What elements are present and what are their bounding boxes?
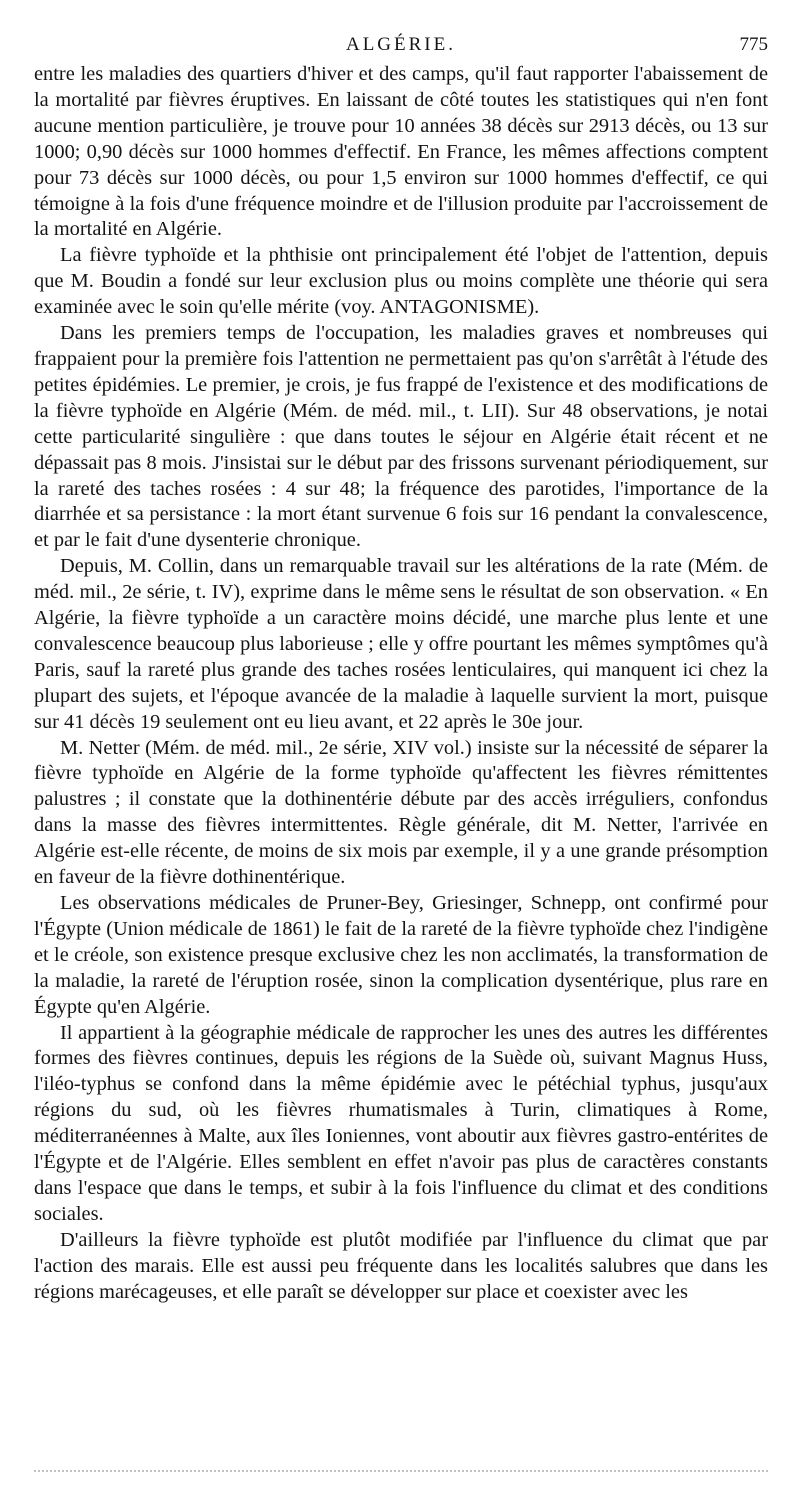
paragraph: D'ailleurs la fièvre typhoïde est plutôt modifiée par l'influence du climat que par l'action des marais. Elle est aussi peu fréquente dans les localités salubres que dans les régions marécageuses, et elle paraît se développer sur place et coexister avec les (34, 1228, 768, 1303)
paragraph: Les observations médicales de Pruner-Bey, Griesinger, Schnepp, ont confirmé pour l'Égypte (Union médicale de 1861) le fait de la rareté de la fièvre typhoïde chez l'indigène et le créole, son existence presque exclusive chez les non acclimatés, la transformation de la maladie, la rareté de l'éruption rosée, sinon la complication dysentérique, plus rare en Égypte qu'en Algérie. (34, 892, 768, 1018)
paragraph: Depuis, M. Collin, dans un remarquable travail sur les altérations de la rate (Mém. de méd. mil., 2e série, t. IV), exprime dans le même sens le résultat de son observation. « En Algérie, la fièvre typhoïde a un caractère moins décidé, une marche plus lente et une convalescence beaucoup plus laborieuse ; elle y offre pourtant les mêmes symptômes qu'à Paris, sauf la rareté plus grande des taches rosées lenticulaires, qui manquent ici chez la plupart des sujets, et l'époque avancée de la maladie à laquelle survient la mort, puisque sur 41 décès 19 seulement ont eu lieu avant, et 22 après le 30e jour. (34, 555, 768, 733)
paragraph: M. Netter (Mém. de méd. mil., 2e série, XIV vol.) insiste sur la nécessité de séparer la fièvre typhoïde en Algérie de la forme typhoïde qu'affectent les fièvres rémittentes palustres ; il constate que la dothinentérie débute par des accès irréguliers, confondus dans la masse des fièvres intermittentes. Règle générale, dit M. Netter, l'arrivée en Algérie est-elle récente, de moins de six mois par exemple, il y a une grande présomption en faveur de la fièvre dothinentérique. (34, 736, 768, 889)
paragraph: Dans les premiers temps de l'occupation, les maladies graves et nombreuses qui frappaient pour la première fois l'attention ne permettaient pas qu'on s'arrêtât à l'étude des petites épidémies. Le premier, je crois, je fus frappé de l'existence et des modifications de la fièvre typhoïde en Algérie (Mém. de méd. mil., t. LII). Sur 48 observations, je notai cette particularité singulière : que dans toutes le séjour en Algérie était récent et ne dépassait pas 8 mois. J'insistai sur le début par des frissons survenant périodiquement, sur la rareté des taches rosées : 4 sur 48; la fréquence des parotides, l'importance de la diarrhée et sa persistance : la mort étant survenue 6 fois sur 16 pendant la convalescence, et par le fait d'une dysenterie chronique. (34, 322, 768, 552)
paragraph: Il appartient à la géographie médicale de rapprocher les unes des autres les différentes formes des fièvres continues, depuis les régions de la Suède où, suivant Magnus Huss, l'iléo-typhus se confond dans la même épidémie avec le pétéchial typhus, jusqu'aux régions du sud, où les fièvres rhumatismales à Turin, climatiques à Rome, méditerranéennes à Malte, aux îles Ioniennes, vont aboutir aux fièvres gastro-entérites de l'Égypte et de l'Algérie. Elles semblent en effet n'avoir pas plus de caractères constants dans l'espace que dans le temps, et subir à la fois l'influence du climat et des conditions sociales. (34, 1021, 768, 1225)
footer-rule (34, 1470, 768, 1472)
paragraph: entre les maladies des quartiers d'hiver et des camps, qu'il faut rapporter l'abaissement de la mortalité par fièvres éruptives. En laissant de côté toutes les statistiques qui n'en font aucune mention particulière, je trouve pour 10 années 38 décès sur 2913 décès, ou 13 sur 1000; 0,90 décès sur 1000 hommes d'effectif. En France, les mêmes affections comptent pour 73 décès sur 1000 décès, ou pour 1,5 environ sur 1000 hommes d'effectif, ce qui témoigne à la fois d'une fréquence moindre et de l'illusion produite par l'accroissement de la mortalité en Algérie. (34, 63, 768, 241)
body-text (34, 62, 768, 1306)
page-header (34, 32, 768, 60)
page-number: 775 (739, 34, 768, 55)
running-head: ALGÉRIE. (345, 34, 456, 55)
paragraph: La fièvre typhoïde et la phthisie ont principalement été l'objet de l'attention, depuis que M. Boudin a fondé sur leur exclusion plus ou moins complète une théorie qui sera examinée avec le soin qu'elle mérite (voy. ANTAGONISME). (34, 244, 768, 319)
